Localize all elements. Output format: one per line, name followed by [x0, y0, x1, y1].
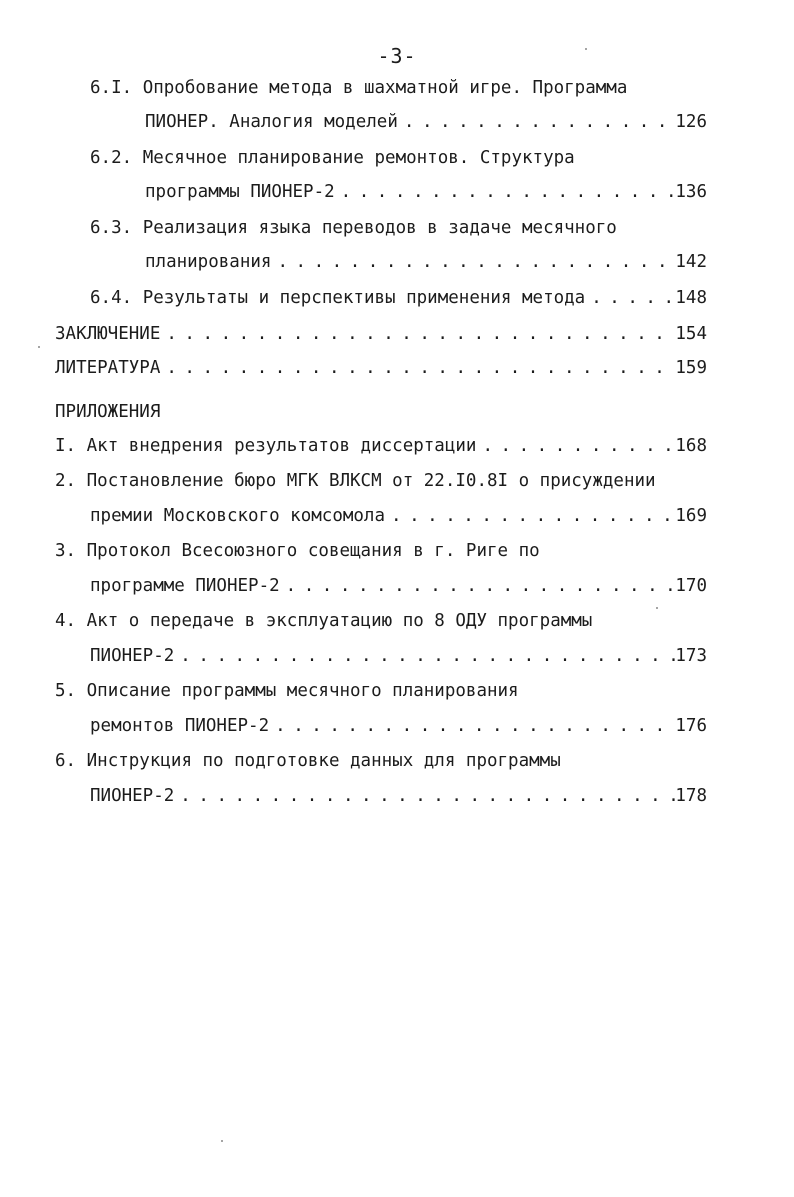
appendix-title: Акт о передаче в эксплуатацию по 8 ОДУ программы — [86, 611, 593, 631]
appendix-title: Постановление бюро МГК ВЛКСМ от 22.I0.8I о присуждении — [86, 471, 656, 491]
dot-leader — [269, 713, 675, 739]
toc-entry-6-4 — [90, 285, 707, 311]
scan-speck — [221, 1140, 223, 1142]
appendix-number: 5. — [55, 681, 77, 701]
appendix-title-cont: ПИОНЕР-2 — [90, 786, 175, 806]
toc-page-ref: 170 — [675, 576, 707, 596]
toc-page-ref: 126 — [675, 112, 707, 132]
scan-speck — [38, 346, 40, 348]
dot-leader — [585, 285, 675, 311]
dot-leader — [280, 573, 676, 599]
appendices-heading: ПРИЛОЖЕНИЯ — [55, 402, 161, 422]
appendix-title-cont: ремонтов ПИОНЕР-2 — [90, 716, 270, 736]
toc-entry-title-cont: ПИОНЕР. Аналогия моделей — [145, 112, 398, 132]
toc-entry-6-3-line1 — [90, 215, 617, 241]
scan-speck — [656, 607, 658, 609]
appendix-entry-2-line1 — [55, 468, 656, 494]
appendix-entry-5-line1 — [55, 678, 519, 704]
appendix-number: I. — [55, 436, 77, 456]
appendix-title: Инструкция по подготовке данных для программы — [86, 751, 561, 771]
toc-entry-title: Результаты и перспективы применения метода — [142, 288, 586, 308]
toc-entry-title-cont: планирования — [145, 252, 272, 272]
toc-page-ref: 173 — [675, 646, 707, 666]
toc-page-ref: 148 — [675, 288, 707, 308]
toc-page-ref: 154 — [675, 324, 707, 344]
toc-entry-title: ЗАКЛЮЧЕНИЕ — [55, 324, 161, 344]
toc-page-ref: 176 — [675, 716, 707, 736]
toc-page-ref: 168 — [675, 436, 707, 456]
toc-page-ref: 159 — [675, 358, 707, 378]
toc-page-ref: 136 — [675, 182, 707, 202]
dot-leader — [160, 355, 675, 381]
toc-entry-6-3-line2 — [145, 249, 707, 275]
scan-speck — [585, 48, 587, 50]
appendix-number: 2. — [55, 471, 77, 491]
appendix-title: Описание программы месячного планирования — [86, 681, 519, 701]
dot-leader — [398, 109, 676, 135]
dot-leader — [174, 783, 675, 809]
page-number: -3- — [377, 44, 417, 68]
appendix-title: Акт внедрения результатов диссертации — [86, 436, 477, 456]
toc-entry-title: ЛИТЕРАТУРА — [55, 358, 161, 378]
dot-leader — [335, 179, 676, 205]
toc-entry-title: Опробование метода в шахматной игре. Программа — [142, 78, 628, 98]
toc-entry-number: 6.2. — [90, 148, 133, 168]
toc-entry-title-cont: программы ПИОНЕР-2 — [145, 182, 335, 202]
appendix-title: Протокол Всесоюзного совещания в г. Риге по — [86, 541, 540, 561]
toc-entry-6-1-line1 — [90, 75, 627, 101]
appendix-number: 6. — [55, 751, 77, 771]
appendix-entry-4-line1 — [55, 608, 592, 634]
toc-entry-number: 6.3. — [90, 218, 133, 238]
toc-entry-6-2-line1 — [90, 145, 575, 171]
toc-entry-number: 6.4. — [90, 288, 133, 308]
toc-entry-title: Месячное планирование ремонтов. Структура — [142, 148, 575, 168]
dot-leader — [385, 503, 675, 529]
toc-page-ref: 142 — [675, 252, 707, 272]
appendix-entry-4-line2 — [90, 643, 707, 669]
dot-leader — [476, 433, 675, 459]
appendix-entry-6-line2 — [90, 783, 707, 809]
toc-entry-conclusion — [55, 321, 707, 347]
dot-leader — [160, 321, 675, 347]
appendix-title-cont: программе ПИОНЕР-2 — [90, 576, 280, 596]
appendix-entry-2-line2 — [90, 503, 707, 529]
appendix-number: 4. — [55, 611, 77, 631]
appendix-entry-3-line1 — [55, 538, 540, 564]
appendix-entry-6-line1 — [55, 748, 561, 774]
appendix-entry-1 — [55, 433, 707, 459]
appendix-title-cont: премии Московского комсомола — [90, 506, 386, 526]
toc-page-ref: 169 — [675, 506, 707, 526]
toc-entry-literature — [55, 355, 707, 381]
toc-entry-6-1-line2 — [145, 109, 707, 135]
toc-entry-number: 6.I. — [90, 78, 133, 98]
dot-leader — [271, 249, 675, 275]
appendix-entry-5-line2 — [90, 713, 707, 739]
appendix-title-cont: ПИОНЕР-2 — [90, 646, 175, 666]
appendix-entry-3-line2 — [90, 573, 707, 599]
appendix-number: 3. — [55, 541, 77, 561]
toc-entry-title: Реализация языка переводов в задаче месячного — [142, 218, 617, 238]
dot-leader — [174, 643, 675, 669]
toc-page-ref: 178 — [675, 786, 707, 806]
toc-entry-6-2-line2 — [145, 179, 707, 205]
